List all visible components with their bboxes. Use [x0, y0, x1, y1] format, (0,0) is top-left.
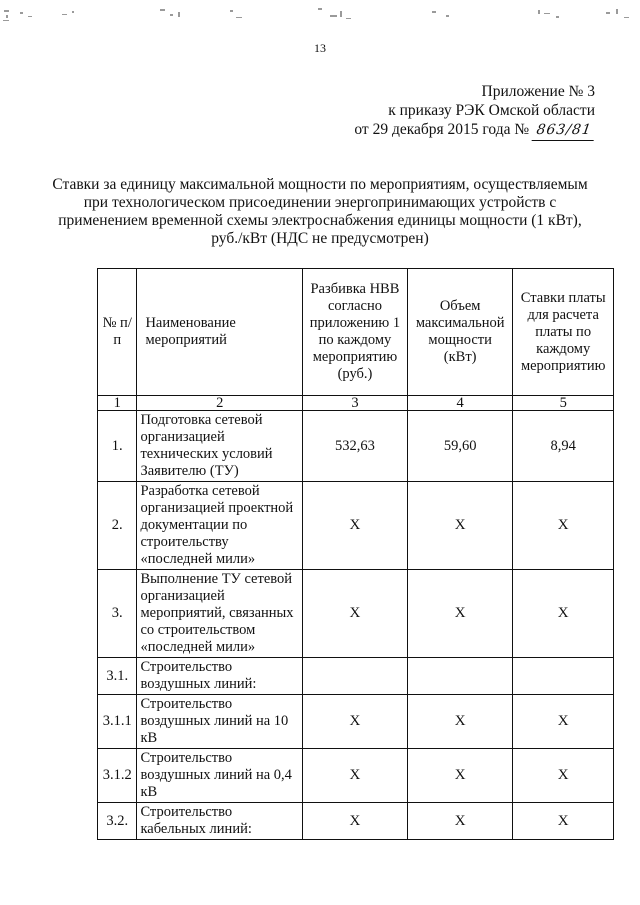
header-nvv: Разбивка НВВ согласно приложению 1 по каждому мероприятию (руб.) [303, 269, 408, 396]
row-nvv: X [303, 482, 408, 570]
row-name: Строительство кабельных линий: [137, 803, 303, 840]
row-name: Строительство воздушных линий на 10 кВ [137, 695, 303, 749]
row-num: 1. [98, 411, 137, 482]
row-volume: X [407, 570, 512, 658]
column-number: 1 [98, 396, 137, 411]
row-volume: X [407, 695, 512, 749]
header-volume: Объем максимальной мощности (кВт) [407, 269, 512, 396]
table-row [98, 695, 614, 749]
table-header-row [98, 269, 614, 396]
row-rate: X [513, 570, 614, 658]
row-name: Строительство воздушных линий: [137, 658, 303, 695]
appendix-header [354, 82, 595, 141]
row-num: 3.1. [98, 658, 137, 695]
header-name: Наименование мероприятий [137, 269, 303, 396]
appendix-line-1: Приложение № 3 [481, 83, 595, 100]
table-row [98, 411, 614, 482]
table-row [98, 570, 614, 658]
row-rate: X [513, 803, 614, 840]
order-date: от 29 декабря 2015 года № [354, 121, 530, 138]
row-num: 2. [98, 482, 137, 570]
row-nvv: X [303, 749, 408, 803]
table-row [98, 482, 614, 570]
row-name: Разработка сетевой организацией проектной документации по строительству «последней мили» [137, 482, 303, 570]
column-number: 5 [513, 396, 614, 411]
page-number: 13 [314, 41, 326, 55]
table-row [98, 658, 614, 695]
row-volume: 59,60 [407, 411, 512, 482]
header-num: № п/п [98, 269, 137, 396]
row-num: 3.1.1 [98, 695, 137, 749]
row-rate: X [513, 482, 614, 570]
row-rate: X [513, 695, 614, 749]
table-row [98, 749, 614, 803]
scan-artifacts [0, 6, 640, 26]
header-rate: Ставки платы для расчета платы по каждому мероприятию [513, 269, 614, 396]
row-volume [407, 658, 512, 695]
row-rate [513, 658, 614, 695]
row-rate: X [513, 749, 614, 803]
column-number-row [98, 396, 614, 411]
column-number: 3 [303, 396, 408, 411]
row-nvv: 532,63 [303, 411, 408, 482]
column-number: 2 [137, 396, 303, 411]
appendix-line-3 [354, 120, 595, 141]
rates-table [97, 268, 614, 840]
row-volume: X [407, 803, 512, 840]
row-nvv: X [303, 695, 408, 749]
order-number-handwritten: 863/81 [532, 121, 597, 141]
table-row [98, 803, 614, 840]
row-name: Подготовка сетевой организацией технических условий Заявителю (ТУ) [137, 411, 303, 482]
document-title: Ставки за единицу максимальной мощности по мероприятиям, осуществляемым при технологическом присоединении энергопринимающих устройств с применением временной схемы электроснабжения единицы мощности (1 кВт), руб./кВт (НДС не предусмотрен) [52, 176, 588, 247]
row-num: 3.1.2 [98, 749, 137, 803]
row-name: Выполнение ТУ сетевой организацией мероприятий, связанных со строительством «последней мили» [137, 570, 303, 658]
row-name: Строительство воздушных линий на 0,4 кВ [137, 749, 303, 803]
row-nvv: X [303, 570, 408, 658]
row-nvv [303, 658, 408, 695]
row-nvv: X [303, 803, 408, 840]
row-num: 3. [98, 570, 137, 658]
row-volume: X [407, 749, 512, 803]
row-rate: 8,94 [513, 411, 614, 482]
column-number: 4 [407, 396, 512, 411]
row-volume: X [407, 482, 512, 570]
appendix-line-2: к приказу РЭК Омской области [388, 102, 595, 119]
row-num: 3.2. [98, 803, 137, 840]
